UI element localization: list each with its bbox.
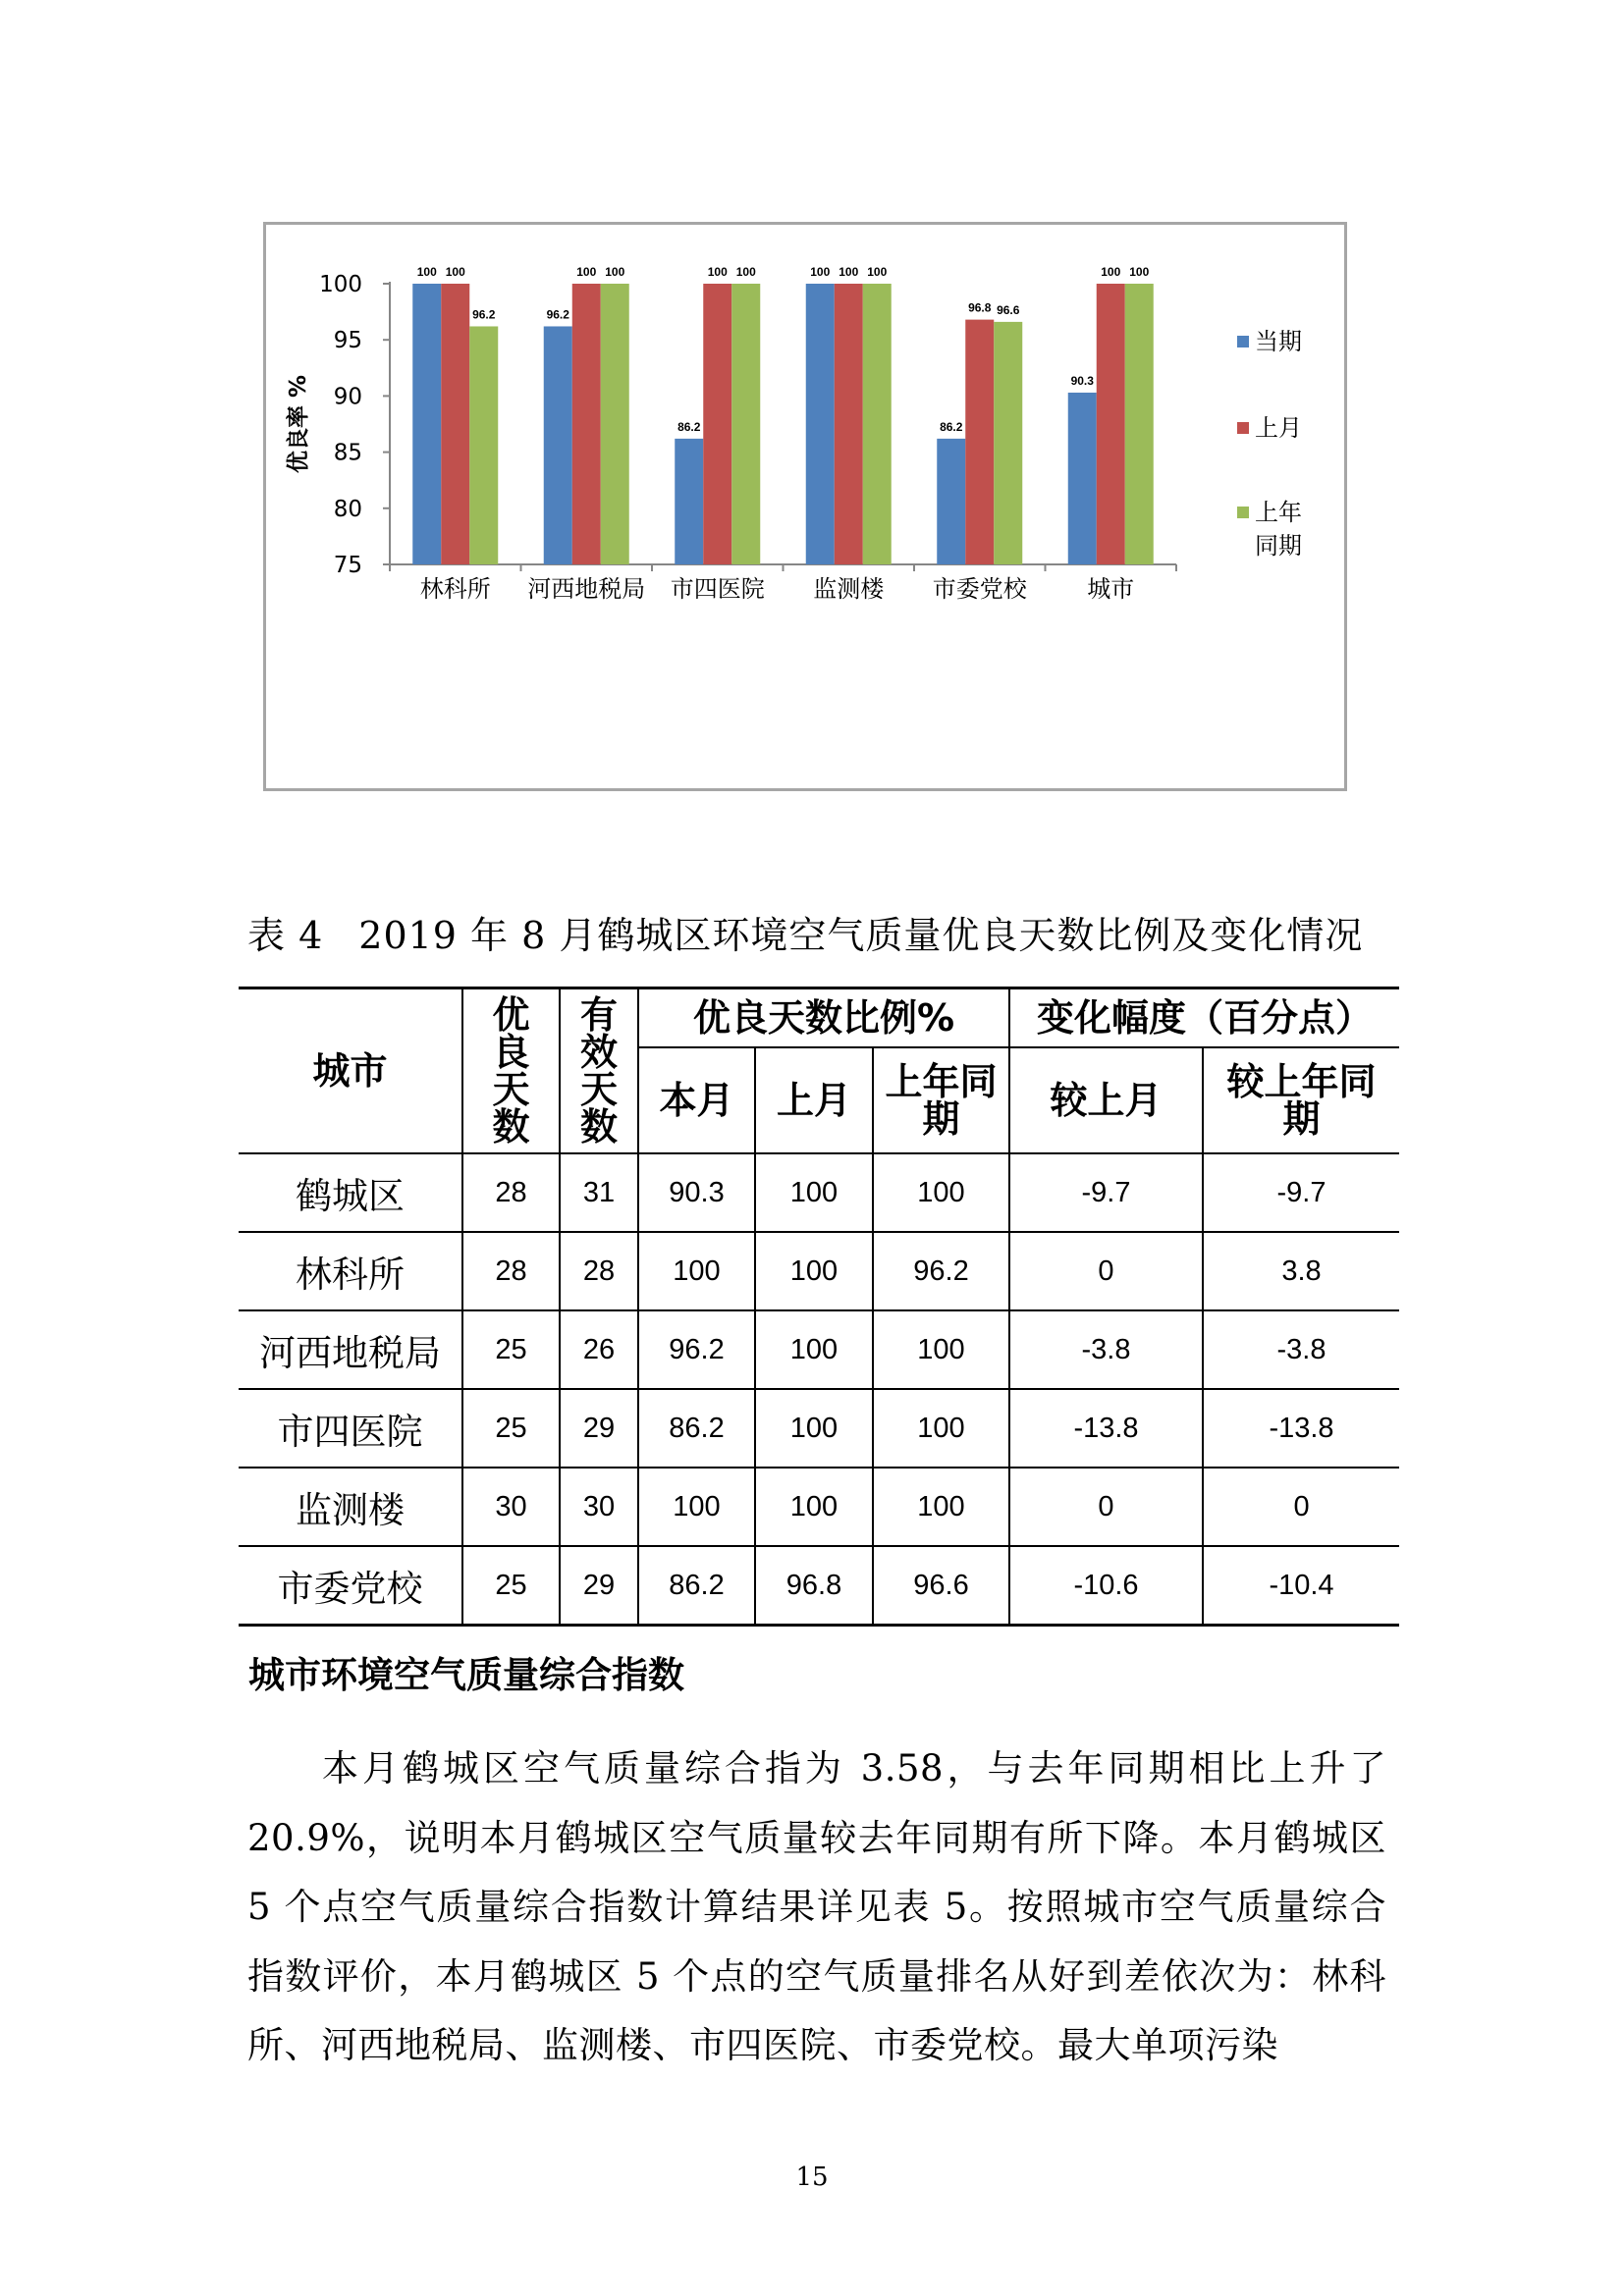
- bar-last-year: [731, 284, 760, 564]
- table-caption-label: 表 4: [247, 914, 324, 957]
- header-change-group: 变化幅度（百分点）: [1009, 988, 1399, 1048]
- bar-value-label: 96.2: [546, 307, 569, 322]
- x-tick-label: 城市: [1087, 575, 1135, 603]
- bar-value-label: 100: [605, 265, 625, 279]
- bar-value-label: 100: [445, 265, 465, 279]
- y-tick-label: 75: [333, 553, 362, 578]
- bar-current: [937, 439, 965, 564]
- legend-swatch: [1237, 422, 1249, 434]
- bar-current: [412, 284, 441, 564]
- header-vs-last-year: 较上年同期: [1203, 1047, 1399, 1153]
- cell-valid: 29: [560, 1389, 638, 1468]
- bar-value-label: 100: [1129, 265, 1150, 279]
- cell-good: 25: [462, 1310, 560, 1389]
- bar-value-label: 100: [1101, 265, 1121, 279]
- cell-name: 林科所: [239, 1232, 462, 1310]
- cell-d-prev: -9.7: [1009, 1153, 1203, 1232]
- cell-d-prev: -3.8: [1009, 1310, 1203, 1389]
- cell-name: 鹤城区: [239, 1153, 462, 1232]
- cell-d-prev: 0: [1009, 1232, 1203, 1310]
- cell-good: 30: [462, 1468, 560, 1546]
- header-this-month: 本月: [638, 1047, 755, 1153]
- bar-value-label: 90.3: [1070, 373, 1094, 388]
- air-quality-table: [239, 987, 1399, 1627]
- table-caption: [247, 905, 1426, 959]
- y-tick-label: 85: [333, 440, 362, 466]
- bar-last-month: [703, 284, 731, 564]
- cell-d-yoy: 3.8: [1203, 1232, 1399, 1310]
- cell-yoy: 100: [873, 1153, 1009, 1232]
- cell-cur: 96.2: [638, 1310, 755, 1389]
- bar-value-label: 96.8: [968, 300, 992, 315]
- paragraph-text: 本月鹤城区空气质量综合指为 3.58，与去年同期相比上升了 20.9%，说明本月鹤城区空气质量较去年同期有所下降。本月鹤城区 5 个点空气质量综合指数计算结果详见表 5。按照城市空气质量综合指数评价，本月鹤城区 5 个点的空气质量排名从好到差依次为：林科所、河西地税局、监测楼、市四医院、市委党校。最大单项污染: [247, 1747, 1386, 2066]
- y-tick-label: 95: [333, 328, 362, 354]
- x-tick-label: 河西地税局: [527, 575, 646, 603]
- bar-value-label: 100: [576, 265, 597, 279]
- cell-d-prev: 0: [1009, 1468, 1203, 1546]
- cell-valid: 29: [560, 1546, 638, 1626]
- bar-value-label: 100: [416, 265, 437, 279]
- cell-prev: 100: [755, 1232, 873, 1310]
- y-axis-title: 优良率 %: [286, 374, 311, 474]
- bar-value-label: 96.6: [997, 302, 1020, 317]
- bar-last-year: [601, 284, 629, 564]
- bar-value-label: 100: [867, 265, 888, 279]
- cell-d-yoy: -3.8: [1203, 1310, 1399, 1389]
- y-tick-label: 90: [333, 384, 362, 410]
- bar-current: [806, 284, 835, 564]
- cell-good: 25: [462, 1546, 560, 1626]
- bar-value-label: 100: [810, 265, 831, 279]
- bar-value-label: 96.2: [472, 307, 496, 322]
- legend-label: 上年: [1255, 499, 1302, 526]
- cell-cur: 100: [638, 1232, 755, 1310]
- bar-last-year: [1125, 284, 1154, 564]
- cell-d-yoy: 0: [1203, 1468, 1399, 1546]
- cell-d-yoy: -13.8: [1203, 1389, 1399, 1468]
- bar-current: [675, 439, 703, 564]
- cell-good: 28: [462, 1153, 560, 1232]
- table-row: [239, 1153, 1399, 1232]
- cell-yoy: 96.6: [873, 1546, 1009, 1626]
- cell-d-yoy: -9.7: [1203, 1153, 1399, 1232]
- bar-value-label: 100: [735, 265, 756, 279]
- bar-chart-frame: [263, 222, 1347, 791]
- body-paragraph: [247, 1735, 1386, 2081]
- bar-last-month: [572, 284, 601, 564]
- cell-prev: 100: [755, 1153, 873, 1232]
- table-row: [239, 1468, 1399, 1546]
- bar-last-year: [863, 284, 892, 564]
- bar-current: [544, 326, 572, 564]
- cell-cur: 86.2: [638, 1546, 755, 1626]
- header-valid-days: 有 效 天 数: [560, 988, 638, 1154]
- cell-yoy: 100: [873, 1468, 1009, 1546]
- x-tick-label: 市委党校: [932, 575, 1027, 603]
- table-caption-text: 2019 年 8 月鹤城区环境空气质量优良天数比例及变化情况: [358, 914, 1364, 957]
- bar-last-month: [441, 284, 469, 564]
- cell-cur: 90.3: [638, 1153, 755, 1232]
- legend-label: 当期: [1255, 328, 1302, 355]
- cell-prev: 96.8: [755, 1546, 873, 1626]
- legend-swatch: [1237, 336, 1249, 347]
- cell-valid: 26: [560, 1310, 638, 1389]
- table-row: [239, 1232, 1399, 1310]
- page-number: 15: [795, 2163, 829, 2192]
- cell-name: 市四医院: [239, 1389, 462, 1468]
- bar-value-label: 100: [707, 265, 728, 279]
- cell-valid: 31: [560, 1153, 638, 1232]
- header-vs-last-month: 较上月: [1009, 1047, 1203, 1153]
- cell-cur: 100: [638, 1468, 755, 1546]
- table-row: [239, 1310, 1399, 1389]
- y-tick-label: 80: [333, 496, 362, 522]
- cell-cur: 86.2: [638, 1389, 755, 1468]
- cell-good: 25: [462, 1389, 560, 1468]
- cell-yoy: 96.2: [873, 1232, 1009, 1310]
- cell-d-prev: -13.8: [1009, 1389, 1203, 1468]
- cell-prev: 100: [755, 1310, 873, 1389]
- table-row: [239, 1389, 1399, 1468]
- header-ratio-group: 优良天数比例%: [638, 988, 1009, 1048]
- section-heading: 城市环境空气质量综合指数: [248, 1654, 684, 1696]
- bar-current: [1068, 393, 1097, 564]
- cell-d-prev: -10.6: [1009, 1546, 1203, 1626]
- cell-prev: 100: [755, 1468, 873, 1546]
- bar-last-month: [965, 320, 994, 564]
- cell-name: 监测楼: [239, 1468, 462, 1546]
- x-tick-label: 监测楼: [813, 575, 885, 603]
- bar-chart: [266, 225, 1344, 788]
- bar-value-label: 100: [839, 265, 859, 279]
- bar-last-year: [994, 322, 1022, 564]
- bar-value-label: 86.2: [940, 419, 963, 434]
- cell-yoy: 100: [873, 1310, 1009, 1389]
- cell-name: 市委党校: [239, 1546, 462, 1626]
- bar-last-month: [835, 284, 863, 564]
- bar-last-year: [469, 326, 498, 564]
- x-tick-label: 市四医院: [670, 575, 765, 603]
- cell-prev: 100: [755, 1389, 873, 1468]
- x-tick-label: 林科所: [419, 575, 491, 603]
- legend-swatch: [1237, 507, 1249, 518]
- cell-yoy: 100: [873, 1389, 1009, 1468]
- cell-valid: 30: [560, 1468, 638, 1546]
- cell-d-yoy: -10.4: [1203, 1546, 1399, 1626]
- cell-name: 河西地税局: [239, 1310, 462, 1389]
- table-row: [239, 1546, 1399, 1626]
- legend-label: 上月: [1255, 414, 1302, 442]
- y-tick-label: 100: [319, 272, 362, 297]
- header-city: 城市: [239, 988, 462, 1154]
- bar-value-label: 86.2: [677, 419, 701, 434]
- table-body: [239, 1153, 1399, 1626]
- legend-label-cont: 同期: [1255, 532, 1302, 560]
- header-last-month: 上月: [755, 1047, 873, 1153]
- cell-valid: 28: [560, 1232, 638, 1310]
- header-last-year: 上年同期: [873, 1047, 1009, 1153]
- bar-last-month: [1097, 284, 1125, 564]
- header-good-days: 优 良 天 数: [462, 988, 560, 1154]
- cell-good: 28: [462, 1232, 560, 1310]
